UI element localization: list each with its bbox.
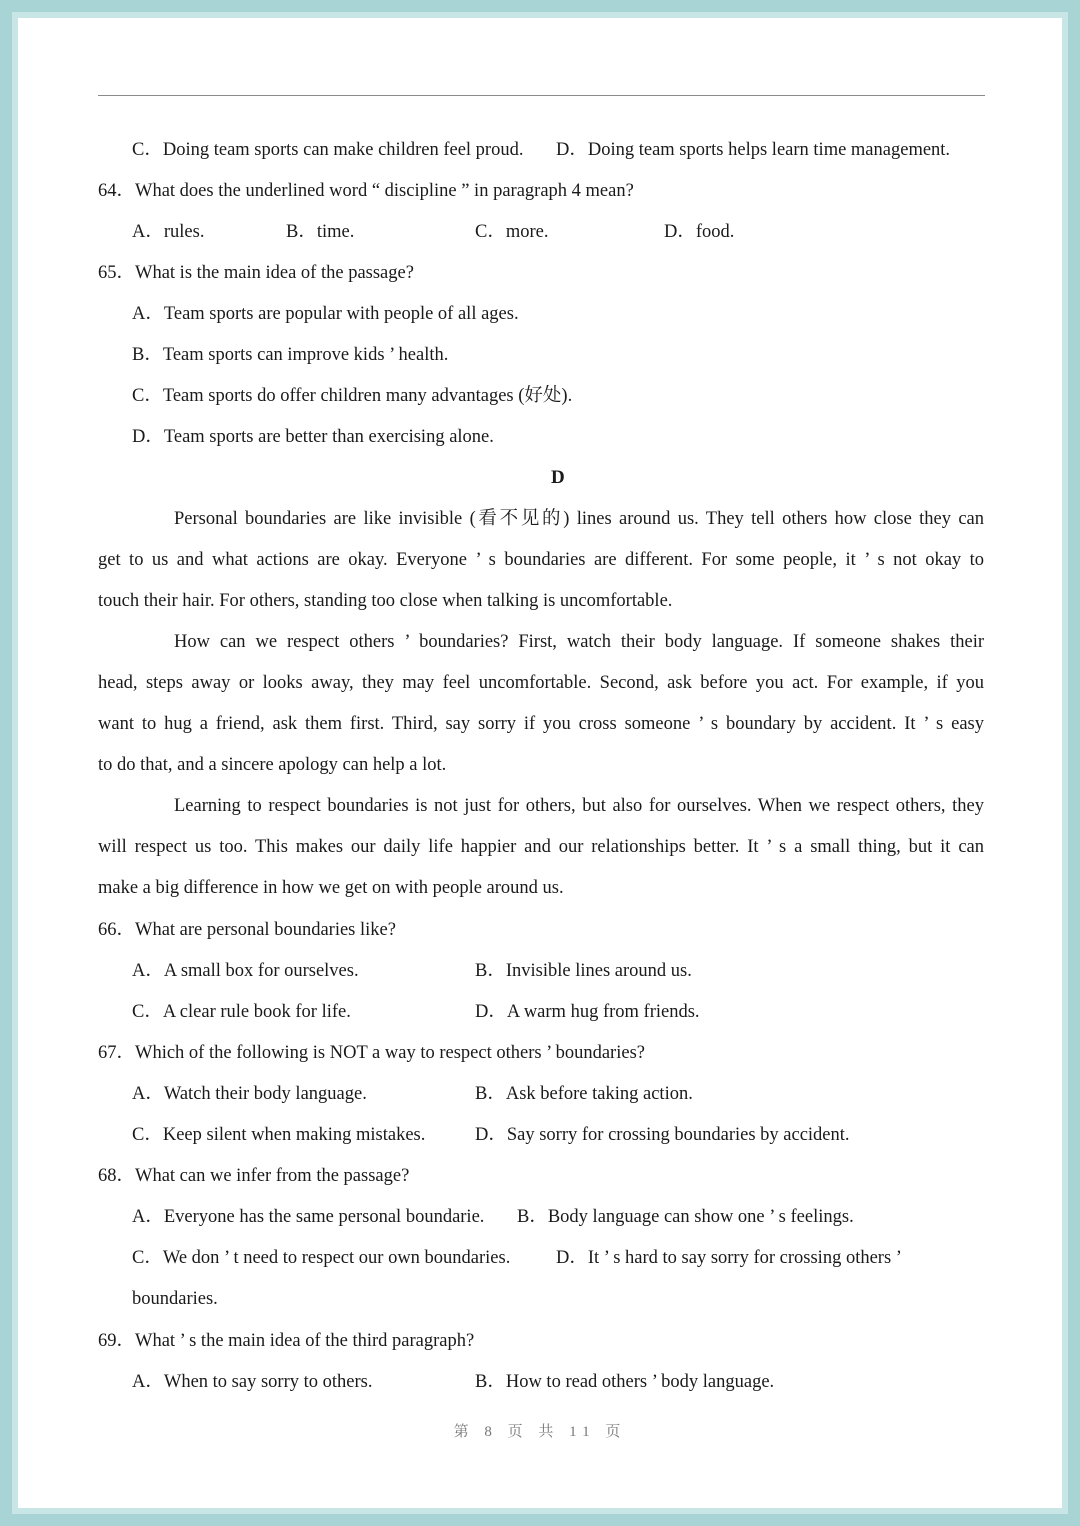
q69-option-b: B．How to read others ’ body language. [475,1372,775,1392]
q65-option-c: C．Team sports do offer children many advantages (好处). [132,386,573,406]
q63-option-c: C．Doing team sports can make children feel proud. [132,140,524,160]
header-rule [98,95,985,96]
q67-option-a: A．Watch their body language. [132,1084,367,1104]
q68-option-c: C．We don ’ t need to respect our own boundaries. [132,1248,511,1268]
q65-stem: 65．What is the main idea of the passage? [98,263,414,283]
q66-stem: 66．What are personal boundaries like? [98,920,396,940]
q64-option-d: D．food. [664,222,735,242]
passage-p3-line1: Learning to respect boundaries is not just for others, but also for ourselves. When we respect others, they [174,796,984,816]
q64-stem: 64．What does the underlined word “ discipline ” in paragraph 4 mean? [98,181,634,201]
q67-option-d: D．Say sorry for crossing boundaries by accident. [475,1125,850,1145]
q67-option-b: B．Ask before taking action. [475,1084,693,1104]
q68-option-b: B．Body language can show one ’ s feelings. [517,1207,854,1227]
q68-stem: 68．What can we infer from the passage? [98,1166,410,1186]
passage-p1-line1: Personal boundaries are like invisible (看不见的) lines around us. They tell others how close they can [174,509,984,529]
passage-p2-line3: want to hug a friend, ask them first. Third, say sorry if you cross someone ’ s boundary by accident. It ’ s easy [98,714,984,734]
passage-p3-line3: make a big difference in how we get on with people around us. [98,878,564,898]
passage-p2-line2: head, steps away or looks away, they may feel uncomfortable. Second, ask before you act. For example, if you [98,673,984,693]
q66-option-c: C．A clear rule book for life. [132,1002,351,1022]
q65-option-a: A．Team sports are popular with people of all ages. [132,304,519,324]
passage-p2-line4: to do that, and a sincere apology can help a lot. [98,755,447,775]
q64-option-a: A．rules. [132,222,205,242]
section-d-heading: D [551,467,565,488]
passage-p1-line3: touch their hair. For others, standing too close when talking is uncomfortable. [98,591,673,611]
q66-option-a: A．A small box for ourselves. [132,961,359,981]
passage-p3-line2: will respect us too. This makes our daily life happier and our relationships better. It ’ s a small thing, but it can [98,837,984,857]
q63-option-d: D．Doing team sports helps learn time management. [556,140,951,160]
q68-option-d-continued: boundaries. [132,1289,218,1309]
page-number-footer: 第 8 页 共 11 页 [453,1424,627,1440]
q65-option-b: B．Team sports can improve kids ’ health. [132,345,449,365]
q64-option-b: B．time. [286,222,355,242]
passage-p2-line1: How can we respect others ’ boundaries? First, watch their body language. If someone shakes their [174,632,984,652]
q69-option-a: A．When to say sorry to others. [132,1372,373,1392]
q67-stem: 67．Which of the following is NOT a way to respect others ’ boundaries? [98,1043,645,1063]
q64-option-c: C．more. [475,222,549,242]
q66-option-b: B．Invisible lines around us. [475,961,692,981]
q67-option-c: C．Keep silent when making mistakes. [132,1125,426,1145]
q68-option-d: D．It ’ s hard to say sorry for crossing others ’ [556,1248,902,1268]
q66-option-d: D．A warm hug from friends. [475,1002,700,1022]
q68-option-a: A．Everyone has the same personal boundarie. [132,1207,485,1227]
q69-stem: 69．What ’ s the main idea of the third paragraph? [98,1331,475,1351]
passage-p1-line2: get to us and what actions are okay. Everyone ’ s boundaries are different. For some people, it ’ s not okay to [98,550,984,570]
q65-option-d: D．Team sports are better than exercising alone. [132,427,494,447]
